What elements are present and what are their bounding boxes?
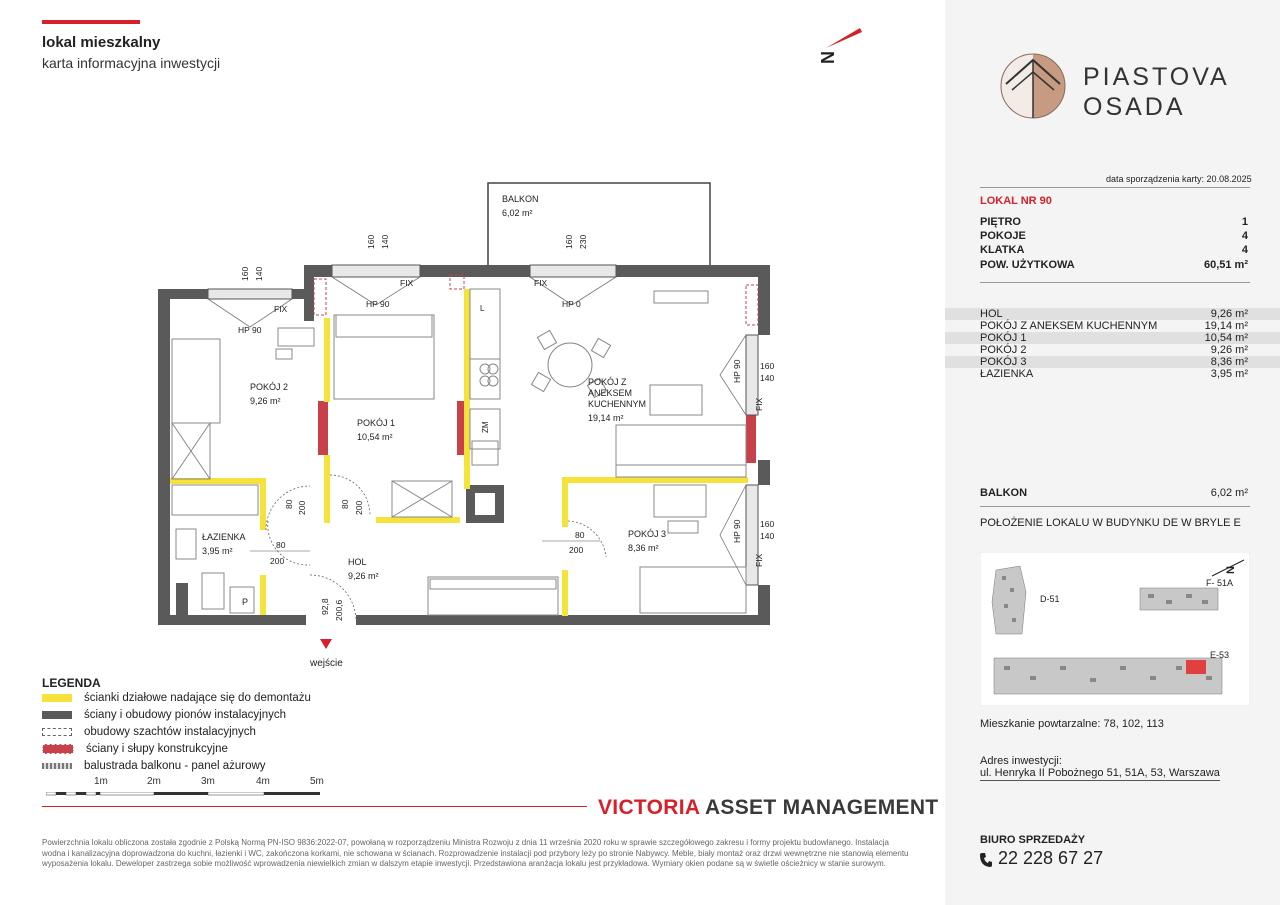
scale-label: 3m <box>201 776 215 787</box>
room-row: POKÓJ 1 10,54 m² <box>980 332 1248 344</box>
d3-dim-b: 200 <box>270 556 285 566</box>
summary-rooms: POKOJE 4 <box>980 230 1248 242</box>
unit-number: LOKAL NR 90 <box>980 195 1052 207</box>
w4-fix: FIX <box>754 397 764 411</box>
footer-divider <box>42 806 587 807</box>
entrance-label: wejście <box>310 658 343 669</box>
legend-swatch-yellow <box>42 694 72 702</box>
card-date: data sporządzenia karty: 20.08.2025 <box>1106 174 1252 184</box>
w3-dim-b: 230 <box>578 234 588 249</box>
d1-dim-b: 200 <box>297 500 307 515</box>
room-pokoj2-name: POKÓJ 2 <box>250 382 289 392</box>
scale-label: 5m <box>310 776 324 787</box>
room-pokoj2-area: 9,26 m² <box>250 396 281 406</box>
d4-dim-a: 80 <box>575 530 585 540</box>
room-kitchen-name-2: ANEKSEM <box>588 388 633 398</box>
p-label: P <box>242 597 249 607</box>
room-row: ŁAZIENKA 3,95 m² <box>980 368 1248 380</box>
address-value: ul. Henryka II Pobożnego 51, 51A, 53, Warszawa <box>980 767 1220 779</box>
map-north-letter: N <box>1225 566 1237 574</box>
room-row: POKÓJ Z ANEKSEM KUCHENNYM 19,14 m² <box>980 320 1248 332</box>
legend-swatch-dashed <box>42 728 72 736</box>
entrance-arrow-icon <box>320 639 332 649</box>
w1-dim-a: 160 <box>240 266 250 281</box>
room-hol-name: HOL <box>348 557 367 567</box>
w2-fix: FIX <box>400 278 414 288</box>
legend-item: obudowy szachtów instalacyjnych <box>42 724 256 740</box>
scale-label: 2m <box>147 776 161 787</box>
divider <box>980 187 1250 188</box>
summary-staircase: KLATKA 4 <box>980 244 1248 256</box>
entry-dim-a: 92,8 <box>320 598 330 615</box>
room-pokoj1-name: POKÓJ 1 <box>357 418 396 428</box>
room-row: POKÓJ 3 8,36 m² <box>980 356 1248 368</box>
room-pokoj3-area: 8,36 m² <box>628 543 659 553</box>
legend-item: balustrada balkonu - panel ażurowy <box>42 758 266 774</box>
w5-fix: FIX <box>754 553 764 567</box>
room-pokoj3-name: POKÓJ 3 <box>628 529 667 539</box>
w3-dim-a: 160 <box>564 234 574 249</box>
w2-hp: HP 90 <box>366 299 390 309</box>
map-label-e53: E-53 <box>1210 650 1230 660</box>
location-title: POŁOŻENIE LOKALU W BUDYNKU DE W BRYLE E <box>980 517 1241 529</box>
w3-hp: HP 0 <box>562 299 581 309</box>
document-title: lokal mieszkalny <box>42 34 161 51</box>
room-pokoj1-area: 10,54 m² <box>357 432 393 442</box>
disclaimer-text: Powierzchnia lokalu obliczona została zgodnie z Polską Normą PN-ISO 9836:2022-07, powołaną w rozporządzeniu Ministra Rozwoju z dnia 11 września 2020 roku w sprawie szczegółowego zakresu i formy projektu budowlanego. Instalacja wodna i kanalizacyjna doprowadzona do kuchni, łazienki i WC, zakończona korkami, nie schowana w ścianach. Rozprowadzenie instalacji pod przybory leży po stronie Nabywcy. Meble, biały montaż oraz drzwi wewnętrzne nie stanowią elementu wyposażenia lokalu. Deweloper zastrzega sobie możliwość wprowadzenia niewielkich zmian w dalszym etapie inwestycji. Przedstawiona aranżacja lokalu jest przykładowa. Wymiary okien podane są w świetle ościeżnicy w stanie surowym. <box>42 838 909 868</box>
phone-icon <box>979 852 993 868</box>
scale-label: 4m <box>256 776 270 787</box>
legend-item: ścianki działowe nadające się do demontażu <box>42 690 311 706</box>
brand-name: PIASTOVA OSADA <box>1083 63 1230 121</box>
scale-label: 1m <box>94 776 108 787</box>
repeat-units: Mieszkanie powtarzalne: 78, 102, 113 <box>980 718 1164 730</box>
balcony-row: BALKON 6,02 m² <box>980 487 1248 499</box>
room-kitchen-name-3: KUCHENNYM <box>588 399 647 409</box>
door-swings <box>266 475 606 621</box>
document-subtitle: karta informacyjna inwestycji <box>42 55 221 71</box>
room-kitchen-name-1: POKÓJ Z <box>588 377 627 387</box>
d4-dim-b: 200 <box>569 545 584 555</box>
divider <box>980 506 1250 507</box>
room-row: HOL 9,26 m² <box>980 308 1248 320</box>
address-underline <box>980 780 1220 781</box>
room-lazienka-area: 3,95 m² <box>202 546 233 556</box>
company-logo: VICTORIA ASSET MANAGEMENT <box>598 796 939 819</box>
w5-dim-a: 160 <box>760 519 775 529</box>
legend-swatch-grey <box>42 711 72 719</box>
w4-dim-a: 160 <box>760 361 775 371</box>
d1-dim-a: 80 <box>284 499 294 509</box>
header-accent-bar <box>42 20 140 24</box>
floor-plan <box>150 175 790 675</box>
w1-dim-b: 140 <box>254 266 264 281</box>
w2-dim-b: 140 <box>380 234 390 249</box>
summary-area: POW. UŻYTKOWA 60,51 m² <box>980 259 1248 271</box>
w3-fix: FIX <box>534 278 548 288</box>
sales-office-title: BIURO SPRZEDAŻY <box>980 834 1086 846</box>
room-row: POKÓJ 2 9,26 m² <box>980 344 1248 356</box>
legend-item: ściany i obudowy pionów instalacyjnych <box>42 707 286 723</box>
w2-dim-a: 160 <box>366 234 376 249</box>
map-label-f51a: F- 51A <box>1206 578 1234 588</box>
legend-item: ściany i słupy konstrukcyjne <box>42 741 228 757</box>
room-hol-area: 9,26 m² <box>348 571 379 581</box>
building-location-map <box>980 552 1250 706</box>
d2-dim-b: 200 <box>354 500 364 515</box>
divider <box>980 282 1250 283</box>
highlighted-unit <box>1186 660 1206 674</box>
room-lazienka-name: ŁAZIENKA <box>202 532 246 542</box>
entry-dim-b: 200,6 <box>334 599 344 621</box>
north-arrow-icon <box>812 18 872 66</box>
piastova-logo-icon <box>1000 46 1070 126</box>
w5-hp: HP 90 <box>732 519 742 543</box>
room-balkon-name: BALKON <box>502 194 539 204</box>
w5-dim-b: 140 <box>760 531 775 541</box>
north-letter: N <box>818 51 838 64</box>
legend-swatch-red <box>42 744 74 754</box>
w4-hp: HP 90 <box>732 359 742 383</box>
legend-swatch-railing <box>42 763 72 769</box>
scale-bar <box>46 792 320 796</box>
w1-hp: HP 90 <box>238 325 262 335</box>
legend-title: LEGENDA <box>42 676 101 690</box>
fridge-label: L <box>480 304 485 313</box>
d3-dim-a: 80 <box>276 540 286 550</box>
zm-label: ZM <box>481 421 490 433</box>
w4-dim-b: 140 <box>760 373 775 383</box>
summary-floor: PIĘTRO 1 <box>980 216 1248 228</box>
d2-dim-a: 80 <box>340 499 350 509</box>
room-kitchen-area: 19,14 m² <box>588 413 624 423</box>
address-label: Adres inwestycji: <box>980 755 1062 767</box>
sales-phone-link[interactable]: 22 228 67 27 <box>998 848 1104 868</box>
w1-fix: FIX <box>274 304 288 314</box>
map-label-d51: D-51 <box>1040 594 1060 604</box>
room-balkon-area: 6,02 m² <box>502 208 533 218</box>
